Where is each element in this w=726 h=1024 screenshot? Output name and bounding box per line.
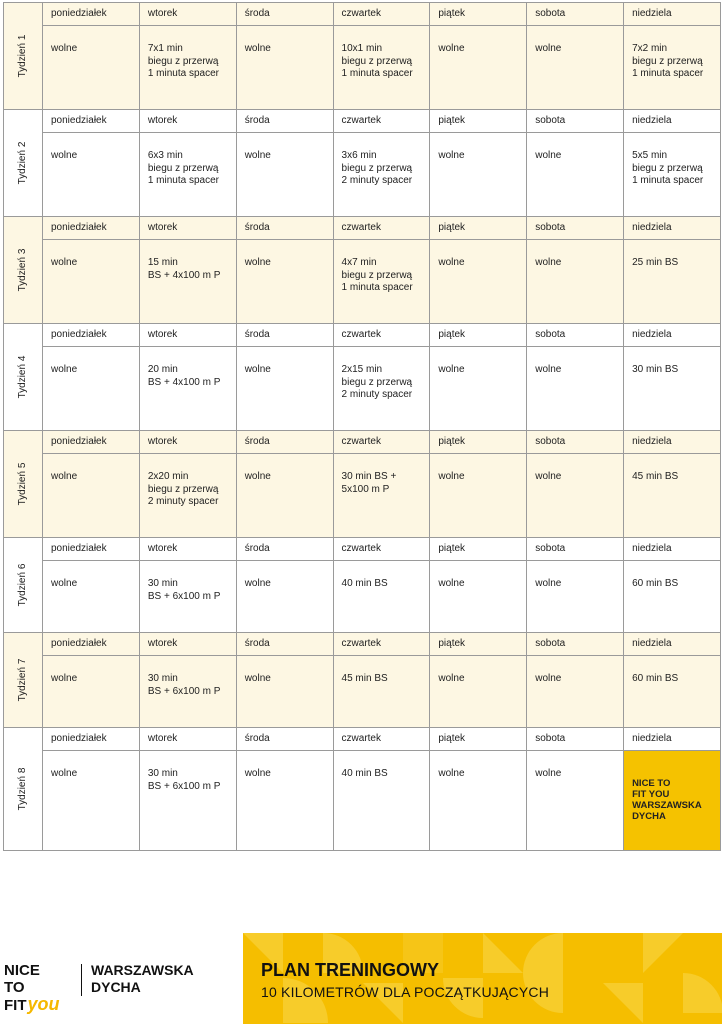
day-name: niedziela bbox=[624, 110, 721, 133]
day-name: wtorek bbox=[139, 633, 236, 656]
week-label-cell bbox=[4, 431, 43, 538]
day-name: poniedziałek bbox=[43, 324, 140, 347]
activity-cell: 2x15 min biegu z przerwą 2 minuty spacer bbox=[333, 347, 430, 431]
week-activity-row bbox=[4, 133, 721, 217]
day-name: czwartek bbox=[333, 538, 430, 561]
day-name: czwartek bbox=[333, 431, 430, 454]
day-name: wtorek bbox=[139, 538, 236, 561]
activity-cell: 2x20 min biegu z przerwą 2 minuty spacer bbox=[139, 454, 236, 538]
activity-cell: wolne bbox=[236, 751, 333, 851]
activity-cell: 30 min BS + 5x100 m P bbox=[333, 454, 430, 538]
activity-cell: wolne bbox=[43, 240, 140, 324]
logo-line2: FIT bbox=[4, 997, 27, 1014]
activity-cell: wolne bbox=[527, 347, 624, 431]
day-name: wtorek bbox=[139, 431, 236, 454]
day-name: środa bbox=[236, 431, 333, 454]
day-name: poniedziałek bbox=[43, 3, 140, 26]
week-label-cell bbox=[4, 217, 43, 324]
week-header-row bbox=[4, 538, 721, 561]
week-activity-row bbox=[4, 656, 721, 728]
day-name: czwartek bbox=[333, 633, 430, 656]
day-name: niedziela bbox=[624, 431, 721, 454]
activity-cell: wolne bbox=[43, 26, 140, 110]
activity-cell: 25 min BS bbox=[624, 240, 721, 324]
activity-cell: 60 min BS bbox=[624, 656, 721, 728]
day-name: czwartek bbox=[333, 324, 430, 347]
week-label: Tydzień 2 bbox=[16, 141, 28, 185]
week-activity-row bbox=[4, 751, 721, 851]
day-name: niedziela bbox=[624, 3, 721, 26]
activity-cell: wolne bbox=[527, 454, 624, 538]
activity-cell: 40 min BS bbox=[333, 561, 430, 633]
day-name: niedziela bbox=[624, 217, 721, 240]
day-name: niedziela bbox=[624, 728, 721, 751]
event-line2: DYCHA bbox=[91, 979, 141, 995]
week-header-row bbox=[4, 431, 721, 454]
activity-cell: wolne bbox=[236, 133, 333, 217]
day-name: środa bbox=[236, 217, 333, 240]
day-name: środa bbox=[236, 728, 333, 751]
day-name: wtorek bbox=[139, 3, 236, 26]
week-label-cell bbox=[4, 110, 43, 217]
activity-cell: 20 min BS + 4x100 m P bbox=[139, 347, 236, 431]
week-label-cell bbox=[4, 324, 43, 431]
activity-cell: 4x7 min biegu z przerwą 1 minuta spacer bbox=[333, 240, 430, 324]
week-header-row bbox=[4, 217, 721, 240]
day-name: wtorek bbox=[139, 728, 236, 751]
week-label: Tydzień 1 bbox=[16, 34, 28, 78]
day-name: wtorek bbox=[139, 324, 236, 347]
activity-cell: 40 min BS bbox=[333, 751, 430, 851]
day-name: piątek bbox=[430, 431, 527, 454]
activity-cell: 5x5 min biegu z przerwą 1 minuta spacer bbox=[624, 133, 721, 217]
day-name: środa bbox=[236, 3, 333, 26]
day-name: poniedziałek bbox=[43, 217, 140, 240]
activity-cell: wolne bbox=[430, 561, 527, 633]
activity-cell: 45 min BS bbox=[624, 454, 721, 538]
week-label: Tydzień 7 bbox=[16, 658, 28, 702]
day-name: piątek bbox=[430, 324, 527, 347]
activity-cell: wolne bbox=[430, 240, 527, 324]
activity-cell: wolne bbox=[236, 240, 333, 324]
activity-cell: wolne bbox=[236, 26, 333, 110]
activity-cell: 30 min BS bbox=[624, 347, 721, 431]
week-header-row bbox=[4, 110, 721, 133]
activity-cell: 30 min BS + 6x100 m P bbox=[139, 751, 236, 851]
day-name: sobota bbox=[527, 324, 624, 347]
week-label-cell bbox=[4, 633, 43, 728]
week-label-cell bbox=[4, 538, 43, 633]
day-name: wtorek bbox=[139, 217, 236, 240]
activity-cell: wolne bbox=[43, 656, 140, 728]
activity-cell: wolne bbox=[430, 347, 527, 431]
week-label: Tydzień 5 bbox=[16, 462, 28, 506]
race-day-cell: NICE TO FIT YOU WARSZAWSKA DYCHA bbox=[624, 751, 721, 851]
logo-you: you bbox=[27, 994, 60, 1014]
week-activity-row bbox=[4, 26, 721, 110]
activity-cell: 15 min BS + 4x100 m P bbox=[139, 240, 236, 324]
day-name: czwartek bbox=[333, 3, 430, 26]
day-name: piątek bbox=[430, 217, 527, 240]
week-label: Tydzień 3 bbox=[16, 248, 28, 292]
logo-divider bbox=[81, 964, 82, 996]
week-header-row bbox=[4, 633, 721, 656]
activity-cell: 10x1 min biegu z przerwą 1 minuta spacer bbox=[333, 26, 430, 110]
week-label-cell bbox=[4, 728, 43, 851]
event-name bbox=[91, 962, 194, 996]
day-name: środa bbox=[236, 110, 333, 133]
activity-cell: 7x1 min biegu z przerwą 1 minuta spacer bbox=[139, 26, 236, 110]
plan-subtitle: 10 KILOMETRÓW DLA POCZĄTKUJĄCYCH bbox=[261, 984, 550, 1000]
day-name: poniedziałek bbox=[43, 110, 140, 133]
activity-cell: wolne bbox=[430, 751, 527, 851]
week-label: Tydzień 4 bbox=[16, 355, 28, 399]
activity-cell: wolne bbox=[43, 561, 140, 633]
day-name: wtorek bbox=[139, 110, 236, 133]
week-activity-row bbox=[4, 561, 721, 633]
week-activity-row bbox=[4, 454, 721, 538]
day-name: sobota bbox=[527, 728, 624, 751]
activity-cell: wolne bbox=[236, 561, 333, 633]
day-name: niedziela bbox=[624, 633, 721, 656]
activity-cell: wolne bbox=[527, 656, 624, 728]
activity-cell: wolne bbox=[430, 454, 527, 538]
day-name: sobota bbox=[527, 217, 624, 240]
activity-cell: 6x3 min biegu z przerwą 1 minuta spacer bbox=[139, 133, 236, 217]
activity-cell: wolne bbox=[527, 751, 624, 851]
activity-cell: wolne bbox=[43, 454, 140, 538]
day-name: poniedziałek bbox=[43, 431, 140, 454]
activity-cell: wolne bbox=[236, 656, 333, 728]
week-activity-row bbox=[4, 347, 721, 431]
training-plan-table bbox=[3, 2, 721, 851]
day-name: niedziela bbox=[624, 538, 721, 561]
activity-cell: 45 min BS bbox=[333, 656, 430, 728]
event-line1: WARSZAWSKA bbox=[91, 962, 194, 978]
activity-cell: wolne bbox=[430, 26, 527, 110]
activity-cell: wolne bbox=[236, 347, 333, 431]
day-name: czwartek bbox=[333, 728, 430, 751]
day-name: środa bbox=[236, 538, 333, 561]
activity-cell: wolne bbox=[527, 26, 624, 110]
activity-cell: wolne bbox=[430, 133, 527, 217]
week-label: Tydzień 8 bbox=[16, 767, 28, 811]
activity-cell: wolne bbox=[236, 454, 333, 538]
activity-cell: wolne bbox=[430, 656, 527, 728]
day-name: sobota bbox=[527, 431, 624, 454]
logo-line1: NICE TO bbox=[4, 962, 40, 996]
day-name: piątek bbox=[430, 633, 527, 656]
day-name: sobota bbox=[527, 3, 624, 26]
week-activity-row bbox=[4, 240, 721, 324]
week-header-row bbox=[4, 3, 721, 26]
day-name: poniedziałek bbox=[43, 538, 140, 561]
activity-cell: 60 min BS bbox=[624, 561, 721, 633]
day-name: niedziela bbox=[624, 324, 721, 347]
activity-cell: wolne bbox=[527, 240, 624, 324]
day-name: sobota bbox=[527, 538, 624, 561]
week-header-row bbox=[4, 324, 721, 347]
activity-cell: wolne bbox=[527, 561, 624, 633]
plan-title: PLAN TRENINGOWY bbox=[261, 960, 439, 980]
day-name: środa bbox=[236, 324, 333, 347]
activity-cell: 30 min BS + 6x100 m P bbox=[139, 561, 236, 633]
activity-cell: wolne bbox=[43, 133, 140, 217]
activity-cell: 3x6 min biegu z przerwą 2 minuty spacer bbox=[333, 133, 430, 217]
day-name: poniedziałek bbox=[43, 633, 140, 656]
week-header-row bbox=[4, 728, 721, 751]
day-name: czwartek bbox=[333, 217, 430, 240]
day-name: poniedziałek bbox=[43, 728, 140, 751]
day-name: czwartek bbox=[333, 110, 430, 133]
day-name: sobota bbox=[527, 110, 624, 133]
day-name: piątek bbox=[430, 3, 527, 26]
week-label: Tydzień 6 bbox=[16, 563, 28, 607]
activity-cell: wolne bbox=[527, 133, 624, 217]
activity-cell: 7x2 min biegu z przerwą 1 minuta spacer bbox=[624, 26, 721, 110]
day-name: piątek bbox=[430, 110, 527, 133]
day-name: środa bbox=[236, 633, 333, 656]
activity-cell: wolne bbox=[43, 751, 140, 851]
day-name: sobota bbox=[527, 633, 624, 656]
day-name: piątek bbox=[430, 538, 527, 561]
brand-logo-text bbox=[4, 962, 60, 1014]
activity-cell: 30 min BS + 6x100 m P bbox=[139, 656, 236, 728]
plan-title-banner bbox=[243, 933, 722, 1024]
week-label-cell bbox=[4, 3, 43, 110]
day-name: piątek bbox=[430, 728, 527, 751]
activity-cell: wolne bbox=[43, 347, 140, 431]
